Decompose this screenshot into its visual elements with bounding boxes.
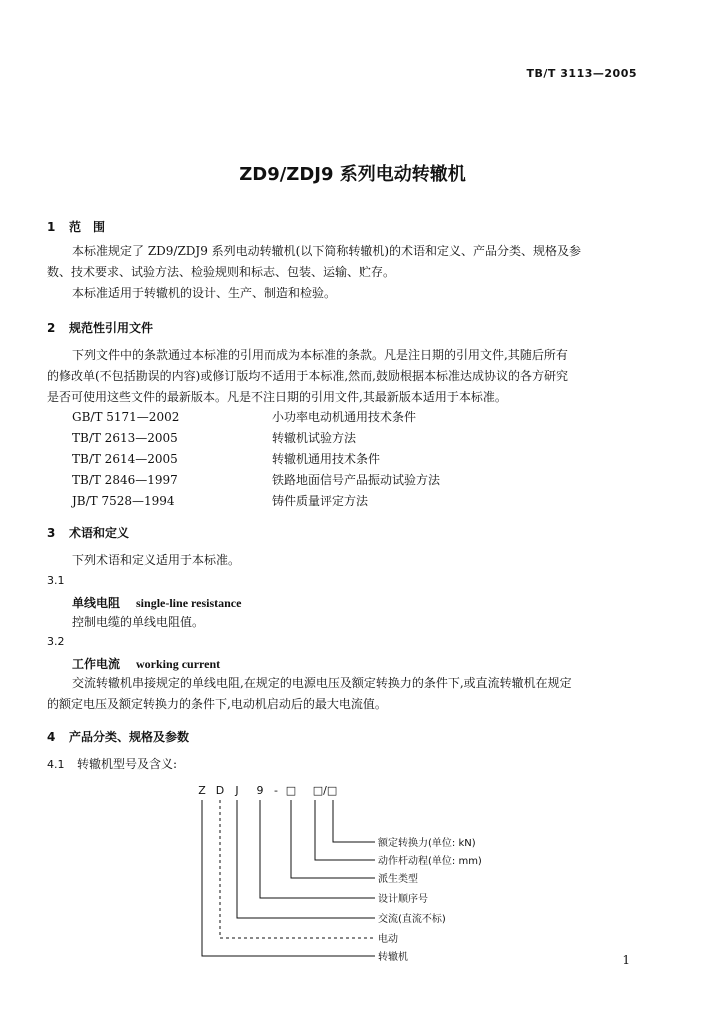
reference-code: TB/T 2614—2005 xyxy=(72,452,178,466)
code-char: □/□ xyxy=(312,784,338,797)
reference-name: 铁路地面信号产品振动试验方法 xyxy=(272,473,441,487)
diagram-label: 动作杆动程(单位: mm) xyxy=(378,856,482,867)
s2-paragraph-line-3: 是否可使用这些文件的最新版本。凡是不注日期的引用文件,其最新版本适用于本标准。 xyxy=(47,390,507,404)
s1-paragraph-1-line-1: 本标准规定了 ZD9/ZDJ9 系列电动转辙机(以下简称转辙机)的术语和定义、产品分类、规格及参 xyxy=(72,244,582,258)
section-number: 4 xyxy=(47,730,56,744)
term-en: working current xyxy=(136,657,221,671)
clause-title: 转辙机型号及含义: xyxy=(77,757,178,771)
reference-name: 铸件质量评定方法 xyxy=(272,494,369,508)
section-3-heading xyxy=(47,524,129,541)
reference-item xyxy=(72,408,416,425)
section-title: 规范性引用文件 xyxy=(69,321,154,335)
section-number: 2 xyxy=(47,321,56,335)
connector-line xyxy=(315,800,375,860)
document-title: ZD9/ZDJ9 系列电动转辙机 xyxy=(239,164,466,185)
reference-name: 转辙机试验方法 xyxy=(272,431,357,445)
section-title: 术语和定义 xyxy=(69,526,130,540)
term-3-2-definition-line-2: 的额定电压及额定转换力的条件下,电动机启动后的最大电流值。 xyxy=(47,697,387,711)
section-4-heading xyxy=(47,728,189,745)
reference-code: GB/T 5171—2002 xyxy=(72,410,180,424)
diagram-label: 转辙机 xyxy=(378,952,408,963)
term-cn: 单线电阻 xyxy=(72,596,121,610)
diagram-label: 派生类型 xyxy=(378,874,418,885)
diagram-label: 额定转换力(单位: kN) xyxy=(378,838,476,849)
connector-line xyxy=(237,800,375,918)
connector-line xyxy=(260,800,375,898)
diagram-label: 交流(直流不标) xyxy=(378,914,446,925)
s2-paragraph-line-1: 下列文件中的条款通过本标准的引用而成为本标准的条款。凡是注日期的引用文件,其随后所有 xyxy=(72,348,568,362)
term-en: single-line resistance xyxy=(136,596,242,610)
section-number: 1 xyxy=(47,220,56,234)
section-title: 产品分类、规格及参数 xyxy=(69,730,190,744)
clause-number: 3.1 xyxy=(47,574,65,587)
reference-name: 转辙机通用技术条件 xyxy=(272,452,381,466)
term-3-2 xyxy=(72,655,220,672)
reference-item xyxy=(72,492,368,509)
section-1-heading xyxy=(47,218,105,235)
code-char: J xyxy=(235,784,239,797)
term-3-1-definition: 控制电缆的单线电阻值。 xyxy=(72,615,205,629)
code-char: 9 xyxy=(256,784,264,797)
s2-paragraph-line-2: 的修改单(不包括勘误的内容)或修订版均不适用于本标准,然而,鼓励根据本标准达成协议的各方研究 xyxy=(47,369,568,383)
s1-paragraph-1-line-2: 数、技术要求、试验方法、检验规则和标志、包装、运输、贮存。 xyxy=(47,265,396,279)
term-3-1 xyxy=(72,594,241,611)
reference-item xyxy=(72,471,440,488)
clause-4-1 xyxy=(47,754,177,775)
standard-id: TB/T 3113—2005 xyxy=(526,67,637,80)
s1-paragraph-2: 本标准适用于转辙机的设计、生产、制造和检验。 xyxy=(72,286,337,300)
reference-code: TB/T 2613—2005 xyxy=(72,431,178,445)
section-number: 3 xyxy=(47,526,56,540)
code-char: Z xyxy=(198,784,206,797)
page-number: 1 xyxy=(622,953,630,967)
code-char: □ xyxy=(285,784,297,797)
connector-line xyxy=(333,800,375,842)
clause-number: 4.1 xyxy=(47,758,65,771)
code-char: D xyxy=(215,784,225,797)
section-title: 范 围 xyxy=(69,220,106,234)
diagram-label: 设计顺序号 xyxy=(378,894,428,905)
reference-item xyxy=(72,429,356,446)
section-2-heading xyxy=(47,319,153,336)
code-char: - xyxy=(274,784,278,797)
connector-line xyxy=(220,800,375,938)
s3-intro: 下列术语和定义适用于本标准。 xyxy=(72,553,241,567)
reference-item xyxy=(72,450,380,467)
clause-number: 3.2 xyxy=(47,635,65,648)
reference-name: 小功率电动机通用技术条件 xyxy=(272,410,417,424)
diagram-label: 电动 xyxy=(378,934,398,945)
term-3-2-definition-line-1: 交流转辙机串接规定的单线电阻,在规定的电源电压及额定转换力的条件下,或直流转辙机在规定 xyxy=(72,676,572,690)
term-cn: 工作电流 xyxy=(72,657,121,671)
reference-code: TB/T 2846—1997 xyxy=(72,473,178,487)
model-designation-diagram xyxy=(190,780,510,970)
reference-code: JB/T 7528—1994 xyxy=(72,494,175,508)
